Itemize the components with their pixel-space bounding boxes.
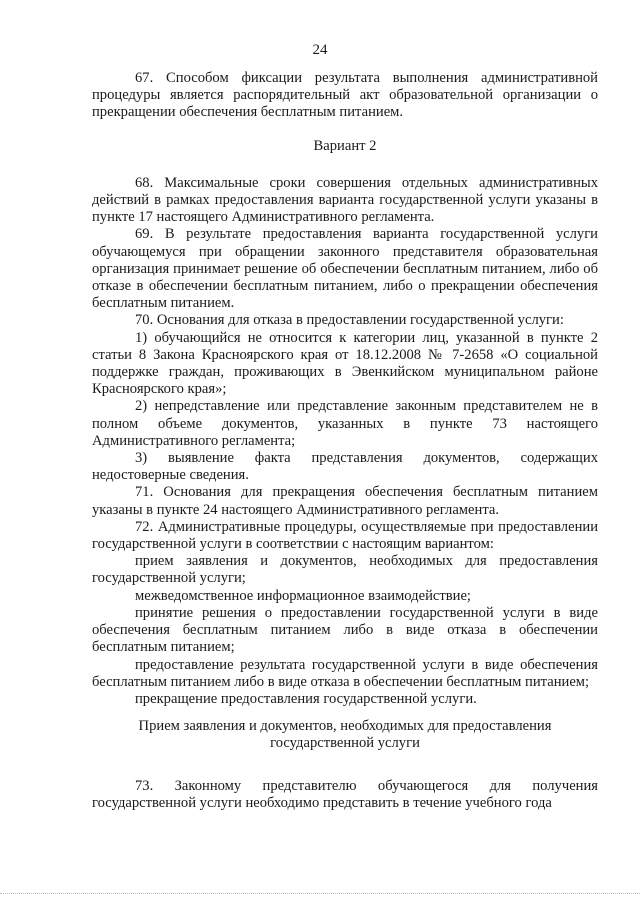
paragraph-72-item-1: прием заявления и документов, необходимых для предоставления государственной услуги;: [92, 553, 598, 587]
paragraph-72: 72. Административные процедуры, осуществляемые при предоставлении государственной услуги в соответствии с настоящим вариантом:: [92, 518, 598, 553]
paragraph-72-item-3: принятие решения о предоставлении государственной услуги в виде обеспечения бесплатным питанием либо в виде отказа в обеспечении бесплатным питанием;: [92, 604, 598, 656]
document-body: [92, 70, 598, 812]
paragraph-72-item-5: прекращение предоставления государственной услуги.: [135, 690, 477, 707]
page-number: 24: [312, 42, 328, 58]
section-heading-line-2: государственной услуги: [270, 735, 420, 752]
paragraph-69: 69. В результате предоставления варианта государственной услуги обучающемуся при обращении законного представителя образовательная организация принимает решение об обеспечении бесплатным питанием, либо об отказе в обеспечении бесплатным питанием, либо о прекращении обеспечения бесплатным питанием.: [92, 226, 598, 312]
paragraph-67: 67. Способом фиксации результата выполнения административной процедуры является распорядительный акт образовательной организации о прекращении обеспечения бесплатным питанием.: [92, 70, 598, 121]
paragraph-70-item-1: 1) обучающийся не относится к категории лиц, указанной в пункте 2 статьи 8 Закона Красноярского края от 18.12.2008 № 7-2658 «О социальной поддержке граждан, проживающих в Эвенкийском муниципальном районе Красноярского края»;: [92, 329, 598, 398]
paragraph-70: 70. Основания для отказа в предоставлении государственной услуги:: [135, 312, 564, 329]
paragraph-73: 73. Законному представителю обучающегося для получения государственной услуги необходимо представить в течение учебного года: [92, 777, 598, 811]
scan-bottom-edge: [0, 893, 640, 895]
paragraph-71: 71. Основания для прекращения обеспечения бесплатным питанием указаны в пункте 24 настоящего Административного регламента.: [92, 484, 598, 518]
paragraph-70-item-2: 2) непредставление или представление законным представителем не в полном объеме документов, указанных в пункте 73 настоящего Административного регламента;: [92, 398, 598, 449]
section-heading-line-1: Прием заявления и документов, необходимых для предоставления: [138, 718, 552, 735]
paragraph-72-item-2: межведомственное информационное взаимодействие;: [135, 587, 471, 604]
section-heading: [92, 718, 598, 752]
paragraph-68: 68. Максимальные сроки совершения отдельных административных действий в рамках предоставления варианта государственной услуги указаны в пункте 17 настоящего Административного регламента.: [92, 174, 598, 226]
paragraph-70-item-3: 3) выявление факта представления документов, содержащих недостоверные сведения.: [92, 450, 598, 484]
paragraph-72-item-4: предоставление результата государственной услуги в виде обеспечения бесплатным питанием либо в виде отказа в обеспечении бесплатным питанием;: [92, 656, 598, 690]
variant-heading: Вариант 2: [313, 137, 377, 154]
